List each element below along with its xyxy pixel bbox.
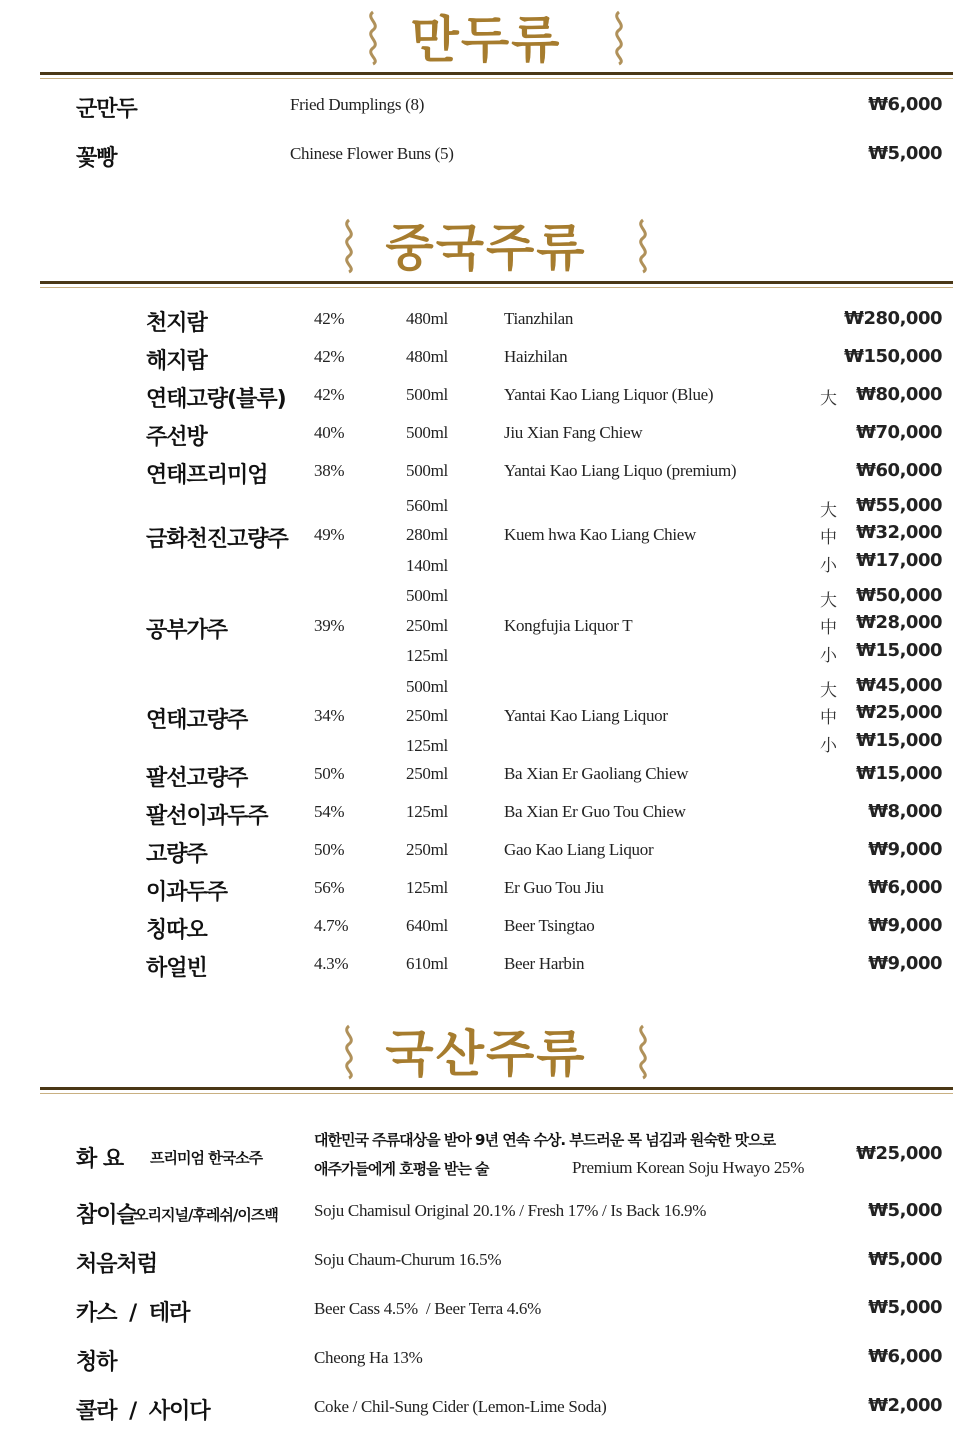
section-title: 국산주류: [385, 1025, 587, 1083]
item-english: Tianzhilan: [504, 309, 574, 328]
item-abv: 54%: [314, 802, 345, 821]
item-english: Yantai Kao Liang Liquo (premium): [504, 461, 737, 480]
item-name: 카스 / 테라: [76, 1301, 190, 1326]
item-english: Soju Chamisul Original 20.1% / Fresh 17% / Is Back 16.9%: [314, 1201, 707, 1220]
item-volume: 125ml: [406, 646, 448, 665]
item-price: ₩60,000: [856, 460, 942, 481]
item-volume: 250ml: [406, 616, 448, 635]
item-price: ₩5,000: [868, 1297, 942, 1318]
item-price: ₩5,000: [868, 1200, 942, 1221]
item-abv: 42%: [314, 385, 345, 404]
item-english: Yantai Kao Liang Liquor: [504, 706, 668, 725]
item-volume: 250ml: [406, 706, 448, 725]
item-name: 하얼빈: [146, 956, 207, 981]
item-subtitle: 프리미엄 한국소주: [150, 1149, 263, 1167]
item-size: 小: [820, 556, 837, 576]
item-english: Chinese Flower Buns (5): [290, 144, 454, 163]
item-price: ₩8,000: [868, 801, 942, 822]
item-volume: 125ml: [406, 802, 448, 821]
item-price: ₩25,000: [856, 702, 942, 723]
item-size: 大: [820, 681, 837, 701]
scroll-ornament-icon: [632, 218, 654, 274]
item-description: 애주가들에게 호평을 받는 술: [314, 1160, 489, 1178]
item-english: Soju Chaum-Churum 16.5%: [314, 1250, 502, 1269]
item-price: ₩280,000: [844, 308, 942, 329]
item-volume: 280ml: [406, 525, 448, 544]
item-volume: 560ml: [406, 496, 448, 515]
item-size: 大: [820, 389, 837, 409]
item-name: 주선방: [146, 425, 207, 450]
item-english: Yantai Kao Liang Liquor (Blue): [504, 385, 714, 404]
item-volume: 125ml: [406, 736, 448, 755]
item-volume: 250ml: [406, 840, 448, 859]
item-name: 꽃빵: [76, 146, 117, 171]
item-price: ₩2,000: [868, 1395, 942, 1416]
item-price: ₩15,000: [856, 640, 942, 661]
item-subtitle: 오리지널/후레쉬/이즈백: [134, 1206, 278, 1224]
item-abv: 38%: [314, 461, 345, 480]
item-size: 大: [820, 501, 837, 521]
item-price: ₩6,000: [868, 877, 942, 898]
item-volume: 480ml: [406, 309, 448, 328]
item-english: Er Guo Tou Jiu: [504, 878, 604, 897]
item-abv: 4.3%: [314, 954, 349, 973]
item-price: ₩9,000: [868, 915, 942, 936]
item-name: 청하: [76, 1350, 117, 1375]
item-price: ₩150,000: [844, 346, 942, 367]
item-price: ₩32,000: [856, 522, 942, 543]
item-price: ₩5,000: [868, 143, 942, 164]
item-english: Coke / Chil-Sung Cider (Lemon-Lime Soda): [314, 1397, 607, 1416]
item-english: Haizhilan: [504, 347, 568, 366]
item-size: 大: [820, 591, 837, 611]
item-volume: 125ml: [406, 878, 448, 897]
item-abv: 34%: [314, 706, 345, 725]
section-title: 만두류: [410, 11, 562, 69]
item-volume: 640ml: [406, 916, 448, 935]
item-name: 처음처럼: [76, 1252, 158, 1277]
item-name: 팔선고량주: [146, 766, 248, 791]
item-size: 中: [820, 708, 837, 728]
item-volume: 500ml: [406, 586, 448, 605]
item-abv: 50%: [314, 764, 345, 783]
item-size: 小: [820, 646, 837, 666]
item-name: 해지람: [146, 349, 207, 374]
section-divider: [40, 1087, 953, 1090]
item-english: Fried Dumplings (8): [290, 95, 425, 114]
item-abv: 39%: [314, 616, 345, 635]
item-name: 연태고량(블루): [146, 387, 286, 412]
item-abv: 40%: [314, 423, 345, 442]
item-name: 칭따오: [146, 918, 207, 943]
item-english: Ba Xian Er Gaoliang Chiew: [504, 764, 689, 783]
item-price: ₩25,000: [856, 1143, 942, 1164]
item-english: Kuem hwa Kao Liang Chiew: [504, 525, 697, 544]
item-price: ₩28,000: [856, 612, 942, 633]
item-volume: 500ml: [406, 385, 448, 404]
item-english: Beer Harbin: [504, 954, 585, 973]
item-name: 화 요: [76, 1147, 124, 1172]
item-name: 참이슬: [76, 1203, 137, 1228]
item-volume: 480ml: [406, 347, 448, 366]
item-name: 이과두주: [146, 880, 228, 905]
item-volume: 610ml: [406, 954, 448, 973]
item-size: 小: [820, 736, 837, 756]
item-size: 中: [820, 618, 837, 638]
item-english: Premium Korean Soju Hwayo 25%: [572, 1158, 805, 1177]
item-english: Ba Xian Er Guo Tou Chiew: [504, 802, 686, 821]
item-volume: 500ml: [406, 677, 448, 696]
item-name: 공부가주: [146, 618, 228, 643]
item-name: 고량주: [146, 842, 207, 867]
section-divider: [40, 281, 953, 284]
item-english: Jiu Xian Fang Chiew: [504, 423, 643, 442]
item-price: ₩9,000: [868, 953, 942, 974]
item-price: ₩15,000: [856, 730, 942, 751]
item-price: ₩9,000: [868, 839, 942, 860]
scroll-ornament-icon: [632, 1024, 654, 1080]
item-price: ₩55,000: [856, 495, 942, 516]
item-abv: 4.7%: [314, 916, 349, 935]
section-divider: [40, 72, 953, 75]
item-description: 대한민국 주류대상을 받아 9년 연속 수상. 부드러운 목 넘김과 원숙한 맛으로: [314, 1131, 776, 1149]
item-price: ₩5,000: [868, 1249, 942, 1270]
item-name: 천지람: [146, 311, 207, 336]
item-english: Cheong Ha 13%: [314, 1348, 423, 1367]
item-english: Gao Kao Liang Liquor: [504, 840, 654, 859]
item-size: 中: [820, 528, 837, 548]
item-english: Beer Tsingtao: [504, 916, 595, 935]
item-volume: 500ml: [406, 461, 448, 480]
item-english: Beer Cass 4.5% / Beer Terra 4.6%: [314, 1299, 541, 1318]
item-price: ₩6,000: [868, 1346, 942, 1367]
item-english: Kongfujia Liquor T: [504, 616, 633, 635]
item-abv: 49%: [314, 525, 345, 544]
item-volume: 500ml: [406, 423, 448, 442]
item-name: 군만두: [76, 97, 137, 122]
item-price: ₩6,000: [868, 94, 942, 115]
item-name: 연태고량주: [146, 708, 248, 733]
section-title: 중국주류: [385, 219, 587, 277]
item-price: ₩45,000: [856, 675, 942, 696]
item-name: 콜라 / 사이다: [76, 1399, 210, 1424]
item-volume: 250ml: [406, 764, 448, 783]
item-price: ₩17,000: [856, 550, 942, 571]
item-name: 금화천진고량주: [146, 527, 288, 552]
item-abv: 50%: [314, 840, 345, 859]
item-abv: 56%: [314, 878, 345, 897]
item-abv: 42%: [314, 347, 345, 366]
item-price: ₩80,000: [856, 384, 942, 405]
item-price: ₩15,000: [856, 763, 942, 784]
item-name: 연태프리미엄: [146, 463, 268, 488]
item-name: 팔선이과두주: [146, 804, 268, 829]
item-abv: 42%: [314, 309, 345, 328]
scroll-ornament-icon: [608, 10, 630, 66]
item-volume: 140ml: [406, 556, 448, 575]
item-price: ₩50,000: [856, 585, 942, 606]
item-price: ₩70,000: [856, 422, 942, 443]
